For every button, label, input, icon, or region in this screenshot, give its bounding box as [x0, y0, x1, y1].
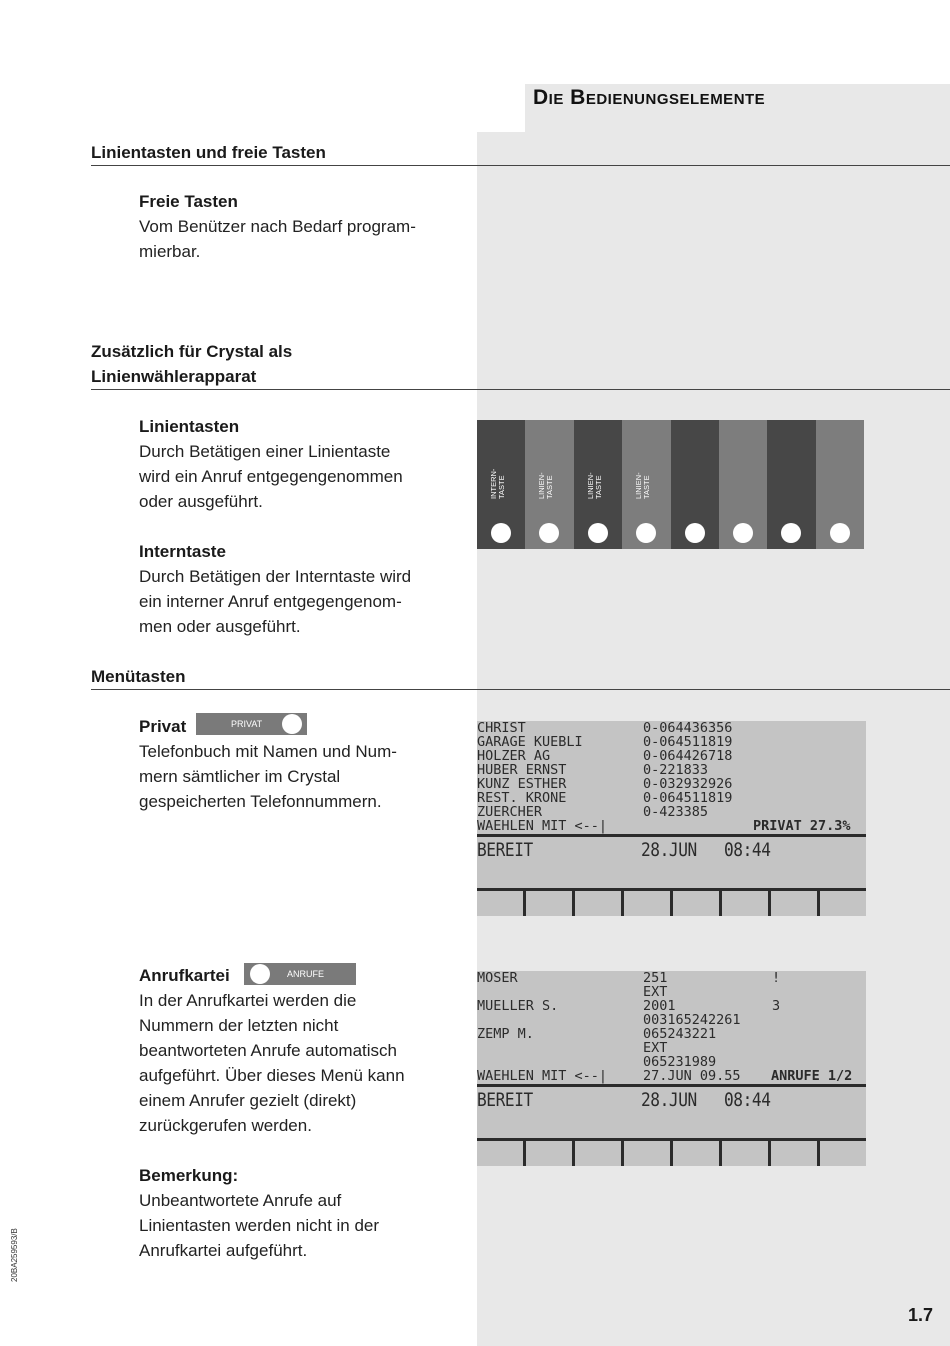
softkey-row	[477, 1141, 866, 1166]
entry-name: MOSER	[477, 970, 518, 986]
line-key[interactable]	[622, 420, 670, 549]
list-item	[477, 1041, 866, 1055]
free-key[interactable]	[767, 420, 815, 549]
entry-number: 0-423385	[643, 804, 709, 820]
entry-number: 0-064511819	[643, 734, 733, 750]
entry-flag: 3	[772, 998, 781, 1014]
subheading-linientasten: Linientasten	[139, 417, 240, 436]
display-anrufe	[477, 971, 866, 1166]
subheading-freie-tasten: Freie Tasten	[139, 192, 238, 211]
subheading-privat: Privat	[139, 717, 187, 736]
entry-number: 003165242261	[643, 1012, 741, 1028]
key-led-icon	[733, 523, 753, 543]
key-label: LINIEN- TASTE	[537, 472, 555, 499]
text-line: In der Anrufkartei werden die	[139, 991, 357, 1010]
page-number: 1.7	[908, 1305, 934, 1325]
key-led-icon	[491, 523, 511, 543]
key-label: LINIEN- TASTE	[585, 472, 603, 499]
date-text: 28.JUN	[641, 1089, 697, 1111]
list-item	[477, 999, 866, 1013]
text-line: mierbar.	[139, 242, 201, 261]
entry-number: EXT	[643, 984, 668, 1000]
key-led-icon	[636, 523, 656, 543]
softkey[interactable]	[477, 1141, 523, 1166]
softkey[interactable]	[670, 891, 719, 916]
text-line: ein interner Anruf entgegengenom-	[139, 592, 402, 611]
free-key[interactable]	[719, 420, 767, 549]
subheading-bemerkung: Bemerkung:	[139, 1166, 239, 1185]
paragraph-anrufkartei	[139, 988, 469, 1138]
page-title: Die Bedienungselemente	[533, 86, 766, 109]
list-item	[477, 763, 866, 777]
entry-number: EXT	[643, 1040, 668, 1056]
text-line: Vom Benützer nach Bedarf program-	[139, 217, 416, 236]
softkey[interactable]	[621, 891, 670, 916]
key-led-icon	[539, 523, 559, 543]
list-item	[477, 1027, 866, 1041]
text-line: oder ausgeführt.	[139, 492, 263, 511]
heading-line: Linienwählerapparat	[91, 367, 257, 386]
entry-name: HOLZER AG	[477, 748, 551, 764]
list-item	[477, 805, 866, 819]
button-label: ANRUFE	[287, 969, 325, 979]
softkey[interactable]	[572, 1141, 621, 1166]
status-text: BEREIT	[477, 1089, 533, 1111]
softkey[interactable]	[523, 1141, 572, 1166]
subheading-interntaste: Interntaste	[139, 542, 226, 561]
key-led-icon	[588, 523, 608, 543]
entry-number: 065231989	[643, 1054, 717, 1070]
softkey[interactable]	[523, 891, 572, 916]
anrufe-menu-button[interactable]	[244, 963, 356, 985]
time-text: 08:44	[724, 839, 771, 861]
entry-number: 065243221	[643, 1026, 717, 1042]
text-line: aufgeführt. Über dieses Menü kann	[139, 1066, 405, 1085]
heading-line: Zusätzlich für Crystal als	[91, 342, 293, 361]
key-led-icon	[830, 523, 850, 543]
line-key[interactable]	[525, 420, 573, 549]
line-key-strip	[477, 420, 864, 549]
list-item	[477, 721, 866, 735]
text-line: Nummern der letzten nicht	[139, 1016, 339, 1035]
text-line: men oder ausgeführt.	[139, 617, 301, 636]
paragraph-interntaste	[139, 564, 469, 639]
display-footer-row	[477, 1069, 866, 1083]
list-item	[477, 777, 866, 791]
intern-key[interactable]	[477, 420, 525, 549]
text-line: Anrufkartei aufgeführt.	[139, 1241, 308, 1260]
entry-number: 2001	[643, 998, 676, 1014]
free-key[interactable]	[816, 420, 864, 549]
time-text: 08:44	[724, 1089, 771, 1111]
text-line: Durch Betätigen einer Linientaste	[139, 442, 391, 461]
paragraph-linientasten	[139, 439, 469, 514]
call-list	[477, 971, 866, 1083]
list-item	[477, 749, 866, 763]
paragraph-freie-tasten	[139, 214, 469, 264]
entry-name: MUELLER S.	[477, 998, 559, 1014]
text-line: gespeicherten Telefonnummern.	[139, 792, 382, 811]
softkey-row	[477, 891, 866, 916]
date-text: 28.JUN	[641, 839, 697, 861]
entry-name: REST. KRONE	[477, 790, 567, 806]
display-divider	[477, 834, 866, 837]
footer-hint: WAEHLEN MIT <--|	[477, 818, 608, 834]
text-line: beantworteten Anrufe automatisch	[139, 1041, 397, 1060]
footer-hint: WAEHLEN MIT <--|	[477, 1068, 608, 1084]
list-item	[477, 985, 866, 999]
paragraph-bemerkung	[139, 1188, 469, 1263]
softkey[interactable]	[621, 1141, 670, 1166]
section-heading-linientasten-freie-tasten: Linientasten und freie Tasten	[91, 140, 950, 166]
entry-number: 0-032932926	[643, 776, 733, 792]
list-item	[477, 735, 866, 749]
entry-number: 0-064511819	[643, 790, 733, 806]
list-item	[477, 1013, 866, 1027]
paragraph-privat	[139, 739, 469, 814]
softkey[interactable]	[768, 1141, 817, 1166]
list-item	[477, 1055, 866, 1069]
text-line: Linientasten werden nicht in der	[139, 1216, 380, 1235]
key-label: INTERN- TASTE	[489, 468, 506, 499]
text-line: wird ein Anruf entgegengenommen	[139, 467, 403, 486]
text-line: einem Anrufer gezielt (direkt)	[139, 1091, 357, 1110]
display-divider	[477, 1084, 866, 1087]
softkey[interactable]	[817, 1141, 866, 1166]
softkey[interactable]	[670, 1141, 719, 1166]
button-dot-icon	[282, 714, 302, 734]
menu-indicator: PRIVAT 27.3%	[753, 818, 851, 834]
text-line: Unbeantwortete Anrufe auf	[139, 1191, 342, 1210]
softkey[interactable]	[719, 1141, 768, 1166]
softkey[interactable]	[768, 891, 817, 916]
document-code: 20BA259593/B	[10, 1228, 19, 1282]
text-line: Telefonbuch mit Namen und Num-	[139, 742, 397, 761]
entry-number: 0-064436356	[643, 720, 733, 736]
button-label: PRIVAT	[231, 719, 263, 729]
entry-name: ZUERCHER	[477, 804, 543, 820]
softkey[interactable]	[572, 891, 621, 916]
list-item	[477, 971, 866, 985]
text-line: Durch Betätigen der Interntaste wird	[139, 567, 412, 586]
entry-flag: !	[772, 970, 781, 986]
softkey[interactable]	[817, 891, 866, 916]
key-label: LINIEN- TASTE	[634, 472, 652, 499]
status-text: BEREIT	[477, 839, 533, 861]
entry-name: HUBER ERNST	[477, 762, 567, 778]
section-heading-crystal	[91, 339, 950, 390]
text-line: zurückgerufen werden.	[139, 1116, 312, 1135]
entry-number: 0-221833	[643, 762, 709, 778]
entry-name: CHRIST	[477, 720, 526, 736]
entry-name: KUNZ ESTHER	[477, 776, 567, 792]
entry-name: ZEMP M.	[477, 1026, 534, 1042]
list-item	[477, 791, 866, 805]
subheading-anrufkartei: Anrufkartei	[139, 966, 230, 985]
section-heading-menuetasten: Menütasten	[91, 664, 950, 690]
softkey[interactable]	[477, 891, 523, 916]
line-key[interactable]	[574, 420, 622, 549]
text-line: mern sämtlicher im Crystal	[139, 767, 341, 786]
call-timestamp: 27.JUN 09.55	[643, 1068, 741, 1084]
display-privat	[477, 721, 866, 916]
entry-number: 251	[643, 970, 668, 986]
free-key[interactable]	[671, 420, 719, 549]
softkey[interactable]	[719, 891, 768, 916]
display-footer-row	[477, 819, 866, 833]
button-dot-icon	[250, 964, 270, 984]
key-led-icon	[781, 523, 801, 543]
key-led-icon	[685, 523, 705, 543]
phonebook-list	[477, 721, 866, 833]
privat-menu-button[interactable]	[196, 713, 307, 735]
entry-name: GARAGE KUEBLI	[477, 734, 583, 750]
menu-indicator: ANRUFE 1/2	[771, 1068, 853, 1084]
entry-number: 0-064426718	[643, 748, 733, 764]
